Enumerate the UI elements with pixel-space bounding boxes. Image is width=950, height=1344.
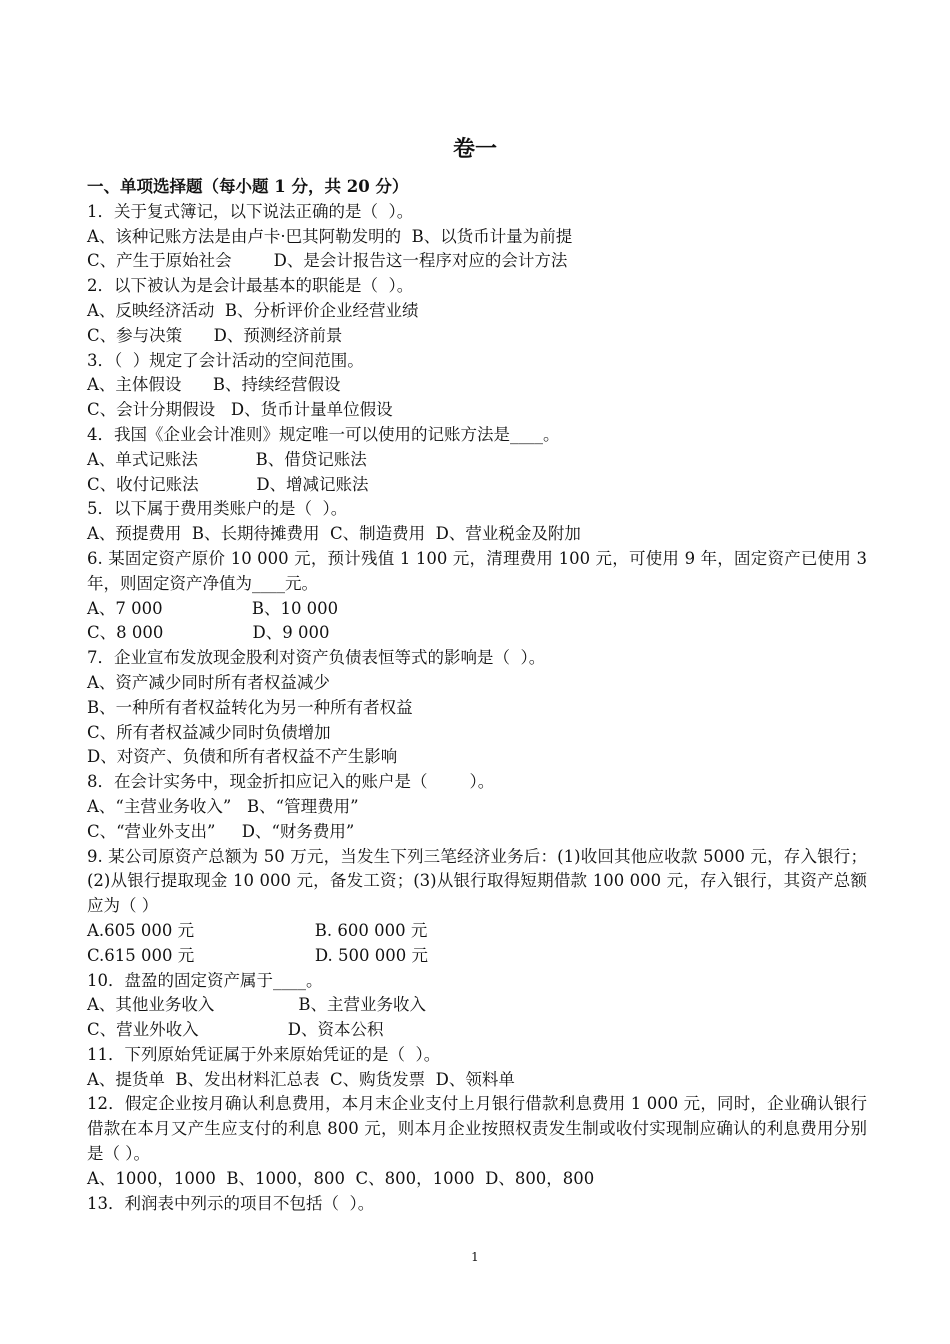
answer-options: A、单式记账法 B、借贷记账法 [87,449,367,469]
page-number: 1 [471,1250,479,1264]
answer-options: A、其他业务收入 B、主营业务收入 [87,995,426,1015]
answer-options: C、会计分期假设 D、货币计量单位假设 [87,400,393,420]
question-text: 12．假定企业按月确认利息费用，本月末企业支付上月银行借款利息费用 1 000 元，同时，企业确认银行借款在本月又产生应支付的利息 800 元，则本月企业按照权责发生制或收付实现制应确认的利息费用分别是（ ）。 [87,1094,867,1164]
answer-options: A、主体假设 B、持续经营假设 [87,375,341,395]
answer-options: B、一种所有者权益转化为另一种所有者权益 [87,697,413,717]
section-heading: 一、单项选择题（每小题 1 分，共 20 分） [87,177,409,196]
page-title: 卷一 [452,136,497,162]
question-text: 11．下列原始凭证属于外来原始凭证的是（ ）。 [87,1044,441,1064]
question-text: 4．我国《企业会计准则》规定唯一可以使用的记账方法是____。 [87,424,560,444]
question-text: 3．（ ）规定了会计活动的空间范围。 [87,350,364,370]
answer-options: D、对资产、负债和所有者权益不产生影响 [87,747,398,767]
answer-options: C、“营业外支出” D、“财务费用” [87,821,355,841]
answer-options: A、1000，1000 B、1000，800 C、800，1000 D、800，800 [87,1168,595,1188]
question-text: 6. 某固定资产原价 10 000 元，预计残值 1 100 元，清理费用 100 元，可使用 9 年，固定资产已使用 3 年，则固定资产净值为____元。 [87,548,867,593]
question-text: 7．企业宣布发放现金股利对资产负债表恒等式的影响是（ ）。 [87,648,546,668]
question-text: 5．以下属于费用类账户的是（ ）。 [87,499,348,519]
answer-options: A、预提费用 B、长期待摊费用 C、制造费用 D、营业税金及附加 [87,524,581,544]
answer-options: A.605 000 元 B. 600 000 元 [87,920,428,940]
answer-options: A、7 000 B、10 000 [87,598,339,618]
question-text: 13．利润表中列示的项目不包括（ ）。 [87,1193,375,1213]
answer-options: C、营业外收入 D、资本公积 [87,1020,384,1040]
question-text: 9. 某公司原资产总额为 50 万元，当发生下列三笔经济业务后：(1)收回其他应收款 5000 元，存入银行；(2)从银行提取现金 10 000 元，备发工资；(3)从银行取得短期借款 100 000 元，存入银行，其资产总额应为（ ） [87,846,867,916]
question-text: 10．盘盈的固定资产属于____。 [87,970,323,990]
answer-options: A、该种记账方法是由卢卡·巴其阿勒发明的 B、以货币计量为前提 [87,226,573,246]
answer-options: C、8 000 D、9 000 [87,623,330,643]
question-text: 2．以下被认为是会计最基本的职能是（ ）。 [87,276,414,296]
answer-options: C、参与决策 D、预测经济前景 [87,325,343,345]
answer-options: C、产生于原始社会 D、是会计报告这一程序对应的会计方法 [87,251,568,271]
answer-options: A、提货单 B、发出材料汇总表 C、购货发票 D、领料单 [87,1069,515,1089]
question-text: 1．关于复式簿记，以下说法正确的是（ ）。 [87,201,414,221]
answer-options: C.615 000 元 D. 500 000 元 [87,945,428,965]
answer-options: C、收付记账法 D、增减记账法 [87,474,369,494]
question-text: 8．在会计实务中，现金折扣应记入的账户是（ ）。 [87,772,495,792]
answer-options: C、所有者权益减少同时负债增加 [87,722,331,742]
answer-options: A、“主营业务收入” B、“管理费用” [87,796,359,816]
answer-options: A、资产减少同时所有者权益减少 [87,672,330,692]
answer-options: A、反映经济活动 B、分析评价企业经营业绩 [87,300,419,320]
question-list [87,175,867,1216]
